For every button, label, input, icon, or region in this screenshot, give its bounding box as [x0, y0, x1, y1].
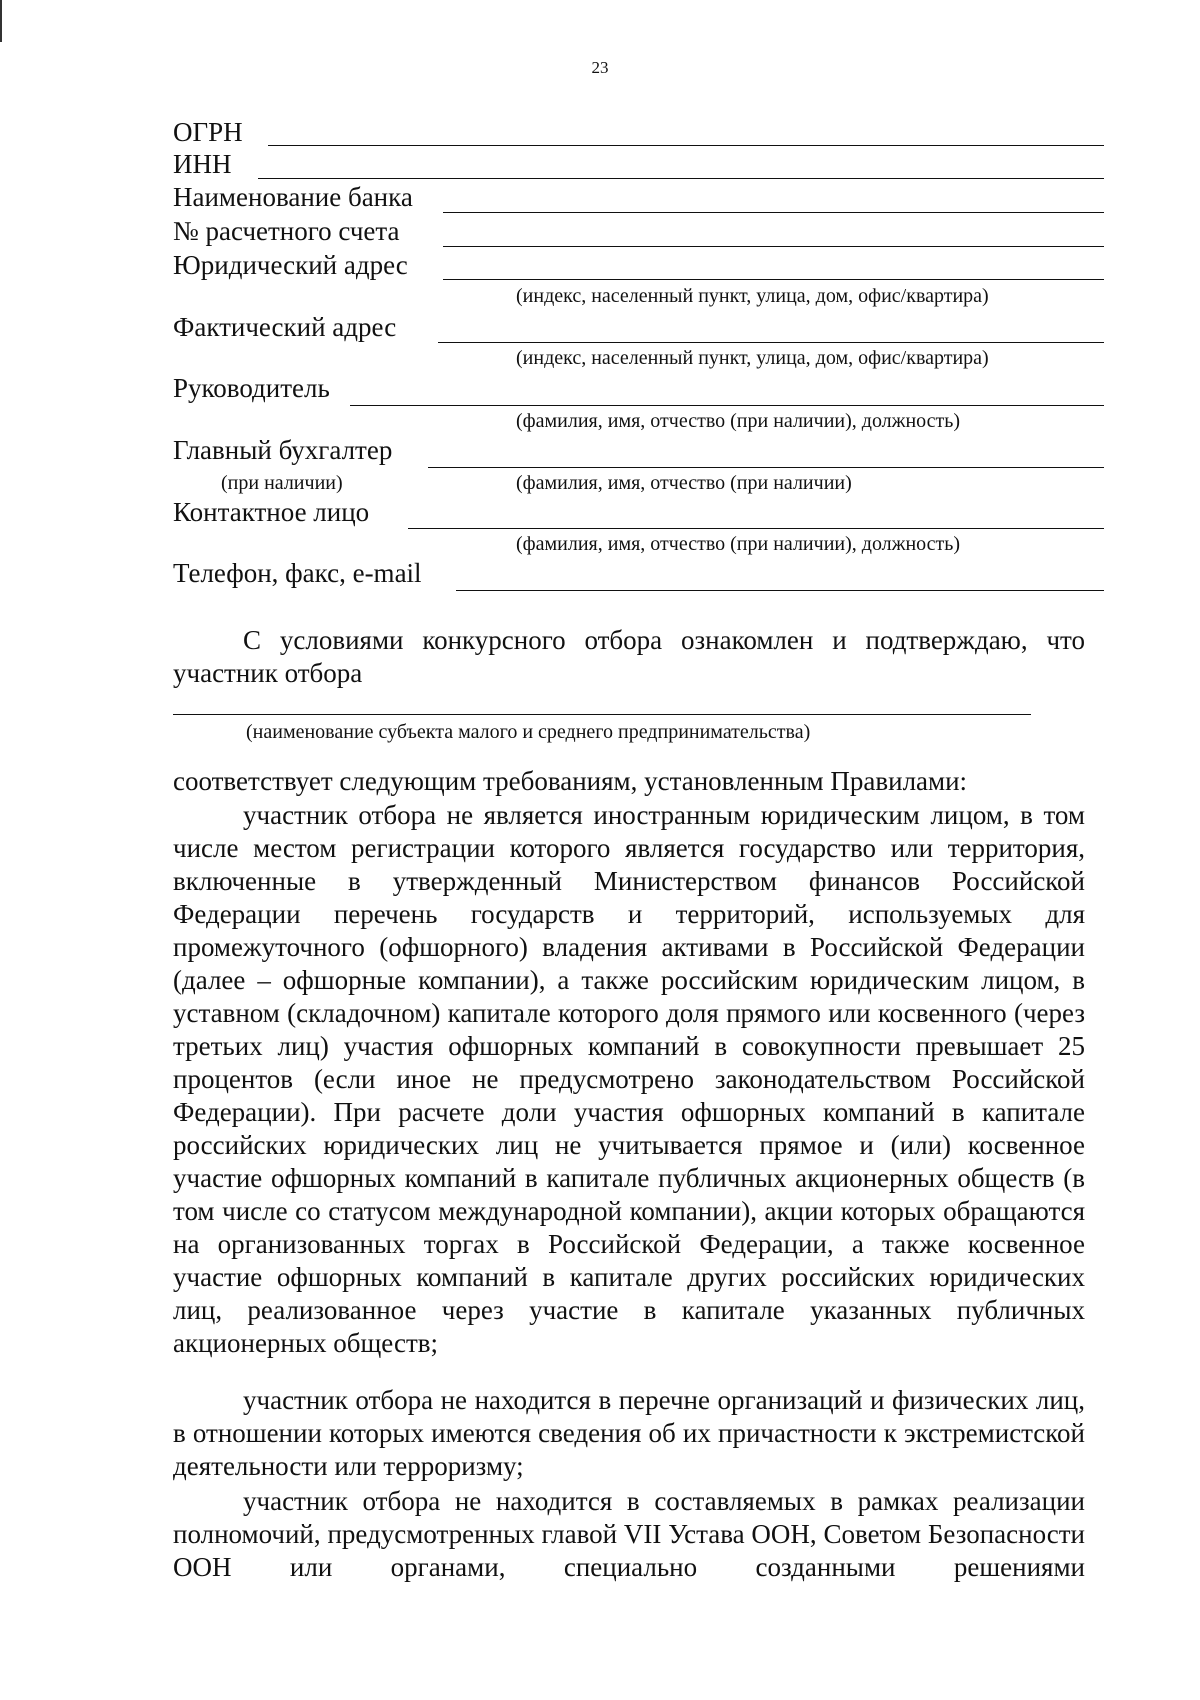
- contacts-label: Телефон, факс, e-mail: [173, 558, 422, 588]
- legal-address-hint: (индекс, населенный пункт, улица, дом, офис/квартира): [516, 285, 989, 307]
- compliance-lead: соответствует следующим требованиям, установленным Правилами:: [173, 766, 968, 796]
- chief-accountant-hint: (фамилия, имя, отчество (при наличии): [516, 472, 852, 494]
- director-label: Руководитель: [173, 373, 330, 403]
- account-number-field-line[interactable]: [443, 246, 1104, 247]
- contact-person-label: Контактное лицо: [173, 497, 370, 527]
- contact-person-hint: (фамилия, имя, отчество (при наличии), должность): [516, 533, 961, 555]
- ogrn-label: ОГРН: [173, 117, 243, 147]
- requirement-3: участник отбора не находится в составляемых в рамках реализации полномочий, предусмотренных главой VII Устава ООН, Советом Безопасности ООН или органами, специально созданными решениями: [173, 1486, 1085, 1582]
- ogrn-field-line[interactable]: [268, 145, 1104, 146]
- intro-paragraph: С условиями конкурсного отбора ознакомлен и подтверждаю, что участник отбора: [173, 625, 1085, 688]
- chief-accountant-note: (при наличии): [221, 472, 343, 494]
- contact-person-field-line[interactable]: [408, 528, 1104, 529]
- legal-address-field-line[interactable]: [443, 279, 1104, 280]
- bank-name-label: Наименование банка: [173, 182, 413, 212]
- actual-address-label: Фактический адрес: [173, 312, 397, 342]
- inn-field-line[interactable]: [258, 178, 1104, 179]
- entity-name-hint: (наименование субъекта малого и среднего предпринимательства): [246, 721, 811, 743]
- bank-name-field-line[interactable]: [443, 212, 1104, 213]
- entity-name-field-line[interactable]: [173, 714, 1031, 715]
- legal-address-label: Юридический адрес: [173, 250, 408, 280]
- actual-address-field-line[interactable]: [438, 342, 1104, 343]
- contacts-field-line[interactable]: [456, 590, 1104, 591]
- actual-address-hint: (индекс, населенный пункт, улица, дом, офис/квартира): [516, 347, 989, 369]
- scan-edge-mark: [0, 0, 2, 42]
- account-number-label: № расчетного счета: [173, 216, 400, 246]
- page-number: 23: [591, 58, 609, 77]
- requirement-2: участник отбора не находится в перечне организаций и физических лиц, в отношении которых имеются сведения об их причастности к экстремистской деятельности или терроризму;: [173, 1385, 1085, 1481]
- chief-accountant-field-line[interactable]: [428, 467, 1104, 468]
- requirement-1: участник отбора не является иностранным юридическим лицом, в том числе местом регистрации которого является государство или территория, включенные в утвержденный Министерством финансов Российской Федерации перечень государств и территорий, используемых для промежуточного (офшорного) владения активами в Российской Федерации (далее – офшорные компании), а также российским юридическим лицом, в уставном (складочном) капитале которого доля прямого или косвенного (через третьих лиц) участия офшорных компаний в совокупности превышает 25 процентов (если иное не предусмотрено законодательством Российской Федерации). При расчете доли участия офшорных компаний в капитале российских юридических лиц не учитывается прямое и (или) косвенное участие офшорных компаний в капитале публичных акционерных обществ (в том числе со статусом международной компании), акции которых обращаются на организованных торгах в Российской Федерации, а также косвенное участие офшорных компаний в капитале других российских юридических лиц, реализованное через участие в капитале указанных публичных акционерных обществ;: [173, 800, 1085, 1358]
- inn-label: ИНН: [173, 149, 232, 179]
- director-hint: (фамилия, имя, отчество (при наличии), должность): [516, 410, 961, 432]
- director-field-line[interactable]: [350, 405, 1104, 406]
- chief-accountant-label: Главный бухгалтер: [173, 435, 393, 465]
